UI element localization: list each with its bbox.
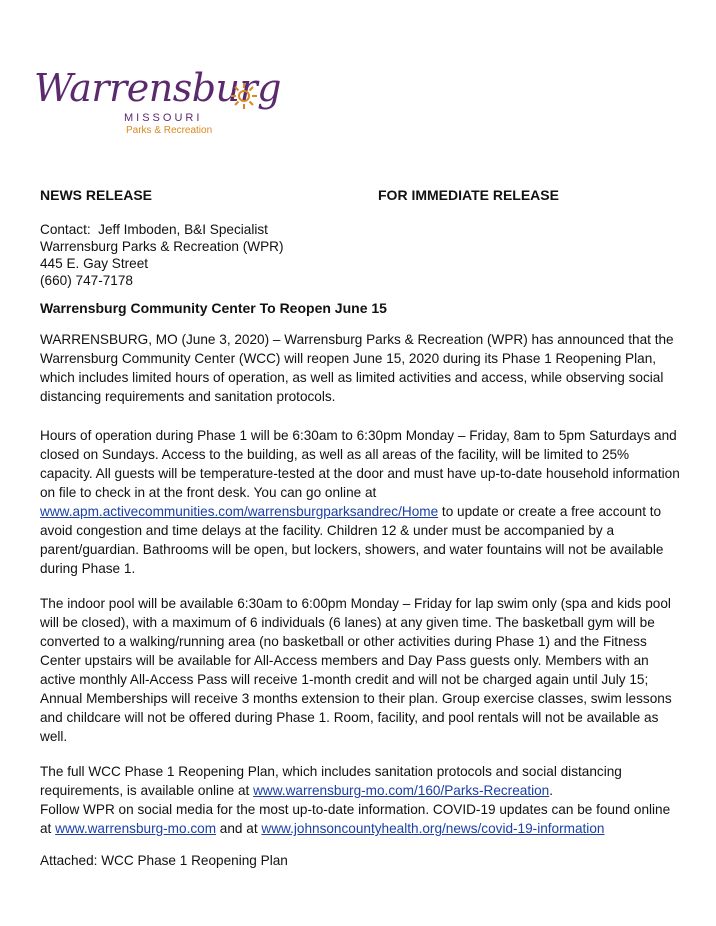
parks-recreation-link[interactable]: www.warrensburg-mo.com/160/Parks-Recreation — [253, 783, 550, 798]
contact-name: Contact: Jeff Imboden, B&I Specialist — [40, 222, 268, 237]
paragraph-pool: The indoor pool will be available 6:30am to 6:00pm Monday – Friday for lap swim only (spa and kids pool will be closed), with a maximum of 6 individuals (6 lanes) at any given time. The basketball gym will be converted to a walking/running area (no basketball or other activities during Phase 1) and the Fitness Center upstairs will be available for All-Access members and Day Pass guests only. Members with an active monthly All-Access Pass will receive 1-month credit and will not be charged again until July 15; Annual Memberships will receive 3 months extension to their plan. Group exercise classes, swim lessons and childcare will not be offered during Phase 1. Room, facility, and pool rentals will not be available as well. — [40, 596, 672, 744]
attachment-note: Attached: WCC Phase 1 Reopening Plan — [40, 853, 288, 868]
paragraph-hours — [40, 426, 680, 578]
paragraph-plan-text-b: . — [549, 783, 554, 798]
county-health-link[interactable]: www.johnsoncountyhealth.org/news/covid-19-information — [261, 821, 605, 836]
activecommunities-link[interactable]: www.apm.activecommunities.com/warrensburgparksandrec/Home — [40, 504, 439, 519]
headline: Warrensburg Community Center To Reopen June 15 — [40, 300, 387, 316]
paragraph-plan — [40, 762, 680, 838]
paragraph-plan-text-c: Follow WPR on social media for the most up-to-date information. COVID-19 updates can be found online at — [40, 802, 671, 836]
warrensburg-logo — [30, 66, 281, 142]
sun-icon — [230, 82, 258, 110]
logo-wordmark: Warrensburg — [34, 66, 281, 110]
contact-org: Warrensburg Parks & Recreation (WPR) — [40, 239, 284, 254]
warrensburg-site-link[interactable]: www.warrensburg-mo.com — [55, 821, 217, 836]
contact-address: 445 E. Gay Street — [40, 256, 149, 271]
paragraph-announcement: WARRENSBURG, MO (June 3, 2020) – Warrensburg Parks & Recreation (WPR) has announced that the Warrensburg Community Center (WCC) will reopen June 15, 2020 during its Phase 1 Reopening Plan, which includes limited hours of operation, as well as limited activities and access, while observing social distancing requirements and sanitation protocols. — [40, 332, 674, 404]
paragraph-plan-text-a: The full WCC Phase 1 Reopening Plan, which includes sanitation protocols and social distancing requirements, is available online at — [40, 764, 622, 798]
logo-department: Parks & Recreation — [126, 125, 213, 136]
logo-state: MISSOURI — [124, 112, 203, 124]
contact-block — [40, 221, 284, 289]
paragraph-hours-text-a: Hours of operation during Phase 1 will be 6:30am to 6:30pm Monday – Friday, 8am to 5pm Saturdays and closed on Sundays. Access to the building, as well as all areas of the facility, will be limited to 25% capacity. All guests will be temperature-tested at the door and must have up-to-date household information on file to check in at the front desk. You can go online at — [40, 428, 680, 500]
immediate-release-label: FOR IMMEDIATE RELEASE — [378, 187, 559, 203]
paragraph-hours-text-b: to update or create a free account to avoid congestion and time delays at the facility. Children 12 & under must be accompanied by a parent/guardian. Bathrooms will be open, but lockers, showers, and water fountains will not be available during Phase 1. — [40, 504, 664, 576]
news-release-label: NEWS RELEASE — [40, 187, 153, 203]
paragraph-plan-text-d: and at — [216, 821, 262, 836]
contact-phone: (660) 747-7178 — [40, 273, 133, 288]
